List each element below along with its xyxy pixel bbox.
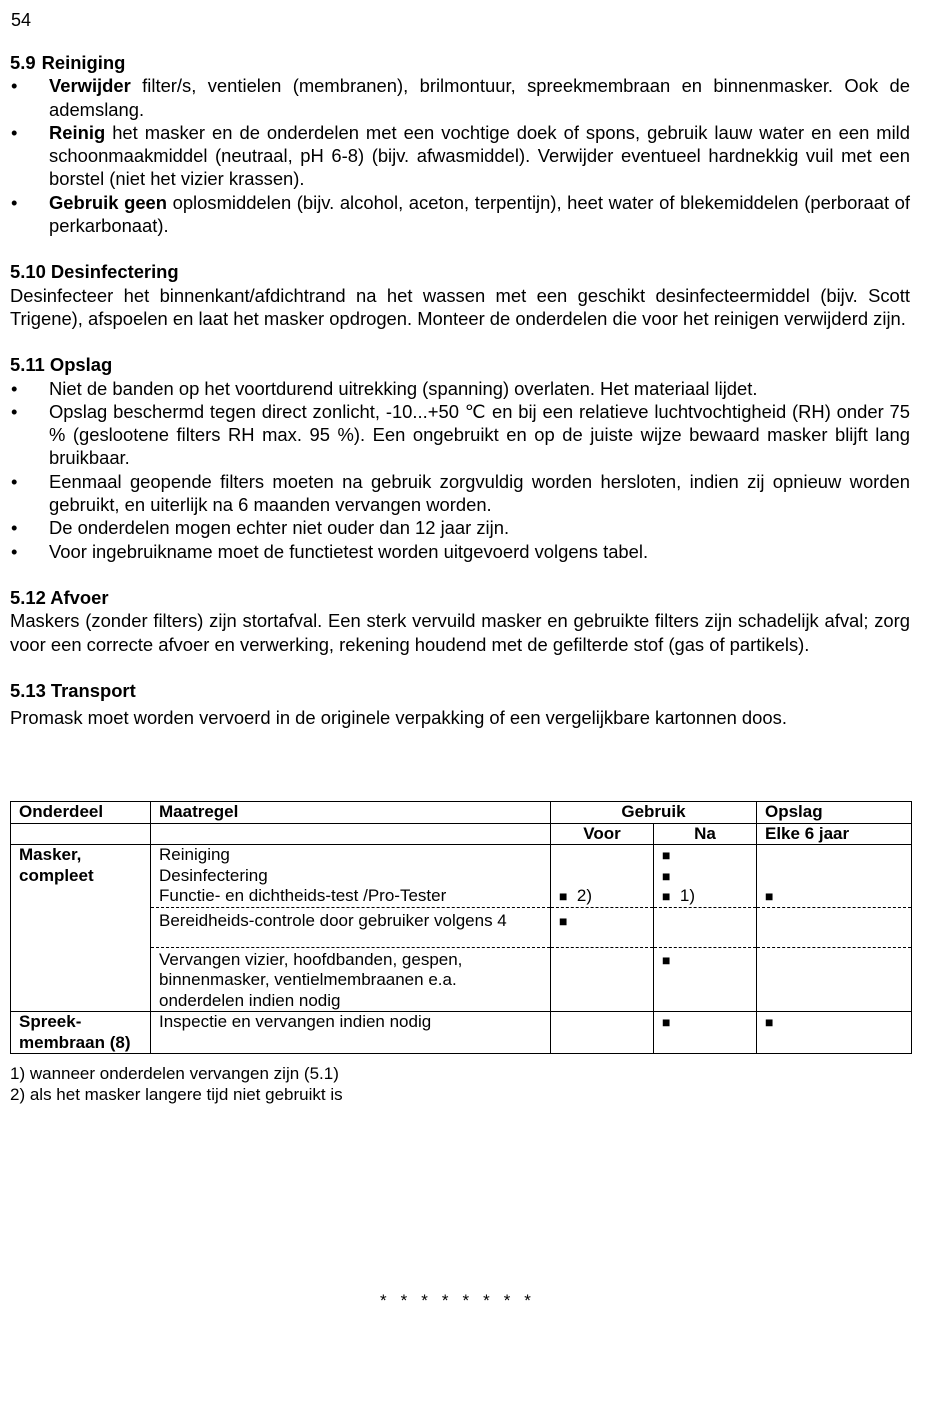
cleaning-list xyxy=(10,74,910,237)
storage-list xyxy=(10,377,910,563)
list-item: • Verwijder filter/s, ventielen (membranen), brilmontuur, spreekmembraan en binnenmasker. Ook de ademslang. xyxy=(10,74,910,121)
list-item: • Eenmaal geopende filters moeten na gebruik zorgvuldig worden hersloten, indien zij opnieuw worden gebruikt, en uiterlijk na 6 maanden vervangen worden. xyxy=(10,470,910,517)
list-item: • Gebruik geen oplosmiddelen (bijv. alcohol, aceton, terpentijn), heet water of blekemiddelen (perboraat of perkarbonaat). xyxy=(10,191,910,238)
header-maatregel: Maatregel xyxy=(151,802,551,824)
page-number: 54 xyxy=(11,10,32,30)
list-item: • Voor ingebruikname moet de functietest worden uitgevoerd volgens tabel. xyxy=(10,540,910,563)
opslag-cell: ■ xyxy=(757,845,912,908)
header-na: Na xyxy=(654,823,757,845)
measure-cell: Reiniging Desinfectering Functie- en dichtheids-test /Pro-Tester xyxy=(151,845,551,908)
disinfection-text: Desinfecteer het binnenkant/afdichtrand na het wassen met een geschikt desinfecteermiddel (bijv. Scott Trigene), afspoelen en laat het masker opdrogen. Monteer de onderdelen die voor het reinigen verwijderd zijn. xyxy=(10,284,910,329)
header-onderdeel: Onderdeel xyxy=(11,802,151,824)
list-item: • Opslag beschermd tegen direct zonlicht, -10...+50 ℃ en bij een relatieve luchtvochtigheid (RH) onder 75 % (geslootene filters RH max. 95 %). Een ongebruikt en op de juiste wijze bewaard masker blijft lang bruikbaar. xyxy=(10,400,910,470)
section-heading-5-13: 5.13 Transport xyxy=(10,679,136,701)
section-heading-5-10: 5.10 Desinfectering xyxy=(10,261,179,283)
header-voor: Voor xyxy=(551,823,654,845)
section-heading-5-12: 5.12 Afvoer xyxy=(10,586,109,608)
list-item: • Niet de banden op het voortdurend uitrekking (spanning) overlaten. Het materiaal lijdet. xyxy=(10,377,910,400)
header-elke-6-jaar: Elke 6 jaar xyxy=(757,823,912,845)
na-cell: ■ ■ ■ 1) xyxy=(654,845,757,908)
table-row xyxy=(11,1012,912,1054)
table-header-row xyxy=(11,802,912,824)
na-cell: ■ xyxy=(654,1012,757,1054)
table-row xyxy=(11,845,912,908)
na-cell: ■ xyxy=(654,947,757,1012)
footnote: 1) wanneer onderdelen vervangen zijn (5.1) xyxy=(10,1064,339,1083)
header-opslag: Opslag xyxy=(757,802,912,824)
disposal-text: Maskers (zonder filters) zijn stortafval. Een sterk vervuild masker en gebruikte filters zijn schadelijk afval; zorg voor een correcte afvoer en verwerking, rekening houdend met de gefilterde stof (gas of partikels). xyxy=(10,610,910,655)
measure-cell: Inspectie en vervangen indien nodig xyxy=(151,1012,551,1054)
section-heading-5-11: 5.11 Opslag xyxy=(10,354,113,376)
table-subheader-row xyxy=(11,823,912,845)
footnotes xyxy=(10,1064,343,1105)
voor-cell: ■ 2) xyxy=(551,845,654,908)
opslag-cell: ■ xyxy=(757,1012,912,1054)
transport-text: Promask moet worden vervoerd in de originele verpakking of een vergelijkbare kartonnen doos. xyxy=(10,707,787,729)
maintenance-table xyxy=(10,801,912,1054)
measure-cell: Vervangen vizier, hoofdbanden, gespen, binnenmasker, ventielmembraanen e.a. onderdelen indien nodig xyxy=(151,947,551,1012)
voor-cell: ■ xyxy=(551,907,654,947)
end-marker: ******** xyxy=(380,1291,545,1310)
list-item: • De onderdelen mogen echter niet ouder dan 12 jaar zijn. xyxy=(10,516,910,539)
list-item: • Reinig het masker en de onderdelen met een vochtige doek of spons, gebruik lauw water en een mild schoonmaakmiddel (neutraal, pH 6-8) (bijv. afwasmiddel). Verwijder eventueel hardnekkig vuil met een borstel (niet het vizier krassen). xyxy=(10,121,910,191)
footnote: 2) als het masker langere tijd niet gebruikt is xyxy=(10,1084,343,1104)
section-heading-5-9: 5.9 Reiniging xyxy=(10,52,126,73)
row-label-masker: Masker, compleet xyxy=(11,845,151,1012)
row-label-spreekmembraan: Spreek-membraan (8) xyxy=(11,1012,151,1054)
document-body xyxy=(10,51,910,729)
header-gebruik: Gebruik xyxy=(551,802,757,824)
measure-cell: Bereidheids-controle door gebruiker volgens 4 xyxy=(151,907,551,947)
